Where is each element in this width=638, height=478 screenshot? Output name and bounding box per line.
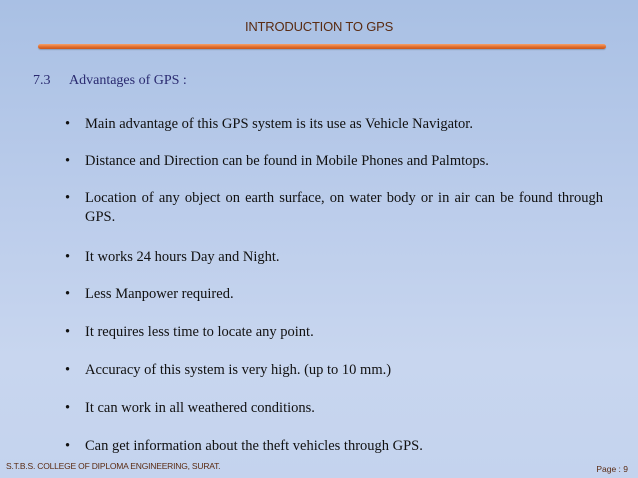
- section-number: 7.3: [33, 73, 51, 88]
- bullet-icon: •: [65, 400, 71, 416]
- bullet-icon: •: [65, 362, 71, 378]
- list-item: • Main advantage of this GPS system is its use as Vehicle Navigator.: [65, 116, 473, 132]
- section-heading: [33, 73, 187, 89]
- bullet-icon: •: [65, 153, 71, 169]
- footer-college: S.T.B.S. COLLEGE OF DIPLOMA ENGINEERING, SURAT.: [6, 461, 221, 471]
- section-title: Advantages of GPS :: [69, 73, 187, 88]
- list-item: • Accuracy of this system is very high. (up to 10 mm.): [65, 362, 392, 378]
- bullet-icon: •: [65, 286, 71, 302]
- title-underline: [38, 44, 606, 49]
- list-item: • It works 24 hours Day and Night.: [65, 249, 280, 265]
- list-item: • Distance and Direction can be found in Mobile Phones and Palmtops.: [65, 153, 489, 169]
- list-item: • Less Manpower required.: [65, 286, 234, 302]
- bullet-icon: •: [65, 249, 71, 265]
- list-item: • Can get information about the theft vehicles through GPS.: [65, 438, 423, 454]
- page-number: Page : 9: [596, 464, 628, 474]
- list-item: • Location of any object on earth surface, on water body or in air can be found through GPS.: [65, 190, 603, 225]
- list-item: • It requires less time to locate any point.: [65, 324, 314, 340]
- list-item: • It can work in all weathered conditions.: [65, 400, 315, 416]
- bullet-icon: •: [65, 324, 71, 340]
- bullet-icon: •: [65, 190, 71, 206]
- bullet-icon: •: [65, 116, 71, 132]
- slide-title: INTRODUCTION TO GPS: [244, 19, 394, 34]
- bullet-icon: •: [65, 438, 71, 454]
